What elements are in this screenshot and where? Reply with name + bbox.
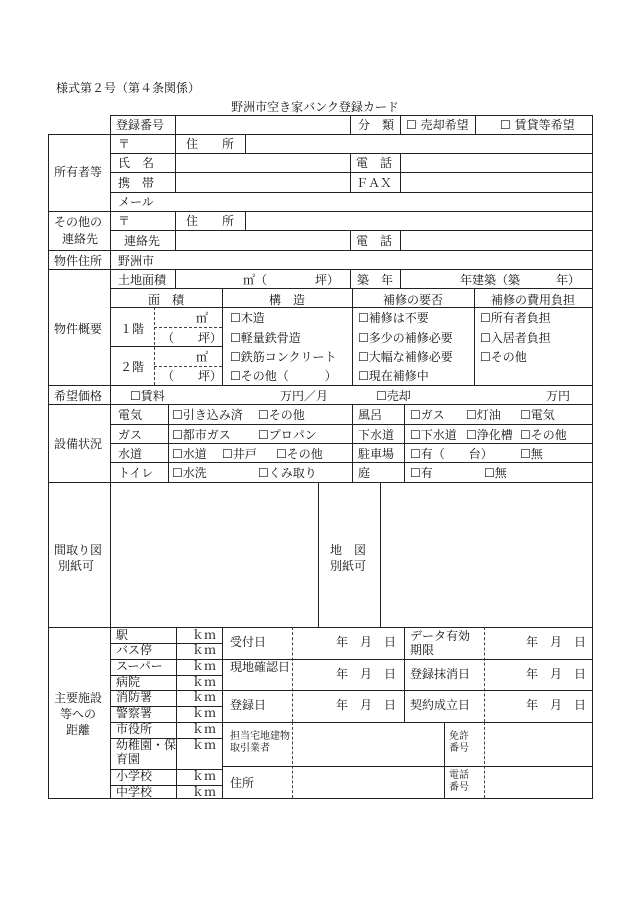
floor2-tsubo: （ 坪） xyxy=(162,369,223,383)
floor2-sqm: ㎡ xyxy=(196,350,209,364)
floorplan-label-line1: 間取り図 xyxy=(54,543,103,557)
grid-line xyxy=(292,722,293,798)
grid-line xyxy=(484,627,485,722)
property-section-label: 物件概要 xyxy=(54,322,103,336)
grid-line xyxy=(110,230,593,231)
structure-column-header: 構 造 xyxy=(268,293,305,307)
grid-line xyxy=(175,269,176,289)
structure-wood[interactable]: ☐木造 xyxy=(230,311,265,325)
registered-ymd: 年 月 日 xyxy=(336,698,397,712)
price-rent-checkbox[interactable]: ☐賃料 xyxy=(130,389,165,403)
owner-section-label: 所有者等 xyxy=(54,165,103,179)
structure-other[interactable]: ☐その他（ ） xyxy=(230,369,337,383)
grid-line xyxy=(350,115,351,135)
grid-line xyxy=(592,115,593,799)
registered-label: 登録日 xyxy=(230,698,267,712)
sewer-public[interactable]: ☐下水道 xyxy=(410,428,457,442)
grid-line xyxy=(380,482,381,628)
floorplan-label-line2: 別紙可 xyxy=(58,559,95,573)
grid-line xyxy=(400,115,401,135)
gas-city[interactable]: ☐都市ガス xyxy=(172,428,231,442)
grid-line xyxy=(245,211,246,231)
other-postal-label: 〒 xyxy=(118,214,131,228)
cost-tenant[interactable]: ☐入居者負担 xyxy=(480,331,551,345)
property-address-label: 物件住所 xyxy=(54,254,103,268)
water-well[interactable]: ☐井戸 xyxy=(222,447,257,461)
junior-high-label: 中学校 xyxy=(116,785,153,799)
toilet-pit[interactable]: ☐くみ取り xyxy=(258,466,317,480)
grid-line xyxy=(176,627,177,799)
received-date-ymd: 年 月 日 xyxy=(336,635,397,649)
grid-line xyxy=(154,327,222,328)
water-other[interactable]: ☐その他 xyxy=(276,447,323,461)
gas-propane[interactable]: ☐プロパン xyxy=(258,428,317,442)
grid-line xyxy=(350,230,351,251)
repair-column-header: 補修の要否 xyxy=(382,293,443,307)
property-address-value: 野洲市 xyxy=(118,254,155,268)
grid-line xyxy=(484,722,485,798)
grid-line xyxy=(48,250,593,251)
bath-kerosene[interactable]: ☐灯油 xyxy=(466,408,501,422)
grid-line xyxy=(222,690,593,691)
grid-line xyxy=(175,115,176,135)
fire-station-label: 消防署 xyxy=(116,690,153,704)
distance-section-line3: 距離 xyxy=(66,723,91,737)
grid-line xyxy=(110,153,593,154)
gas-label: ガス xyxy=(118,428,143,442)
sewer-other[interactable]: ☐その他 xyxy=(520,428,567,442)
repair-major[interactable]: ☐大幅な補修必要 xyxy=(358,350,453,364)
grid-line xyxy=(350,269,351,289)
grid-line xyxy=(154,366,222,367)
owner-postal-label: 〒 xyxy=(118,137,131,151)
grid-line xyxy=(110,134,111,799)
parking-no[interactable]: ☐無 xyxy=(520,447,543,461)
cost-other[interactable]: ☐その他 xyxy=(480,350,527,364)
grid-line xyxy=(110,115,593,116)
grid-line xyxy=(400,153,401,193)
facilities-section-label: 設備状況 xyxy=(54,437,103,451)
grid-line xyxy=(48,211,593,212)
form-title: 野洲市空き家バンク登録カード xyxy=(231,100,399,114)
grid-line xyxy=(110,346,223,347)
other-contact-label-line2: 連絡先 xyxy=(62,232,99,246)
parking-label: 駐車場 xyxy=(358,447,395,461)
price-rent-unit: 万円／月 xyxy=(280,389,329,403)
owner-name-label: 氏 名 xyxy=(118,156,155,170)
area-column-header: 面 積 xyxy=(147,293,184,307)
map-label-line1: 地 図 xyxy=(330,543,367,557)
floor1-sqm: ㎡ xyxy=(196,311,209,325)
owner-email-label: メール xyxy=(118,195,154,209)
km-unit: ｋｍ xyxy=(192,690,217,704)
grid-line xyxy=(400,269,401,289)
grid-line xyxy=(48,134,593,135)
received-date-label: 受付日 xyxy=(230,635,267,649)
grid-line xyxy=(350,153,351,193)
bus-stop-label: バス停 xyxy=(116,643,153,657)
water-label: 水道 xyxy=(118,447,143,461)
grid-line xyxy=(48,134,49,799)
km-unit: ｋｍ xyxy=(192,628,217,642)
km-unit: ｋｍ xyxy=(192,769,217,783)
garden-label: 庭 xyxy=(358,466,371,480)
city-hall-label: 市役所 xyxy=(116,722,153,736)
rent-checkbox[interactable]: ☐ 賃貸等希望 xyxy=(500,118,575,132)
repair-not-needed[interactable]: ☐補修は不要 xyxy=(358,311,429,325)
grid-line xyxy=(110,172,593,173)
grid-line xyxy=(352,404,353,483)
station-label: 駅 xyxy=(116,628,129,642)
agent-address-label: 住所 xyxy=(230,776,255,790)
grid-line xyxy=(475,115,476,135)
price-label: 希望価格 xyxy=(54,389,103,403)
building-age-label: 築 年 xyxy=(357,273,394,287)
grid-line xyxy=(292,627,293,722)
bath-electric[interactable]: ☐電気 xyxy=(520,408,555,422)
grid-line xyxy=(175,134,176,193)
grid-line xyxy=(222,722,593,723)
data-validity-ymd: 年 月 日 xyxy=(526,635,587,649)
electric-label: 電気 xyxy=(118,408,143,422)
grid-line xyxy=(222,766,593,767)
site-check-ymd: 年 月 日 xyxy=(336,667,397,681)
cost-column-header: 補修の費用負担 xyxy=(490,293,575,307)
grid-line xyxy=(168,404,169,483)
toilet-flush[interactable]: ☐水洗 xyxy=(172,466,207,480)
hospital-label: 病院 xyxy=(116,675,141,689)
grid-line xyxy=(110,115,111,135)
contract-ymd: 年 月 日 xyxy=(526,698,587,712)
structure-rc[interactable]: ☐鉄筋コンクリート xyxy=(230,350,337,364)
price-sale-checkbox[interactable]: ☐売却 xyxy=(376,389,411,403)
police-label: 警察署 xyxy=(116,706,153,720)
grid-line xyxy=(48,404,593,405)
floor1-label: １階 xyxy=(120,322,145,336)
elementary-label: 小学校 xyxy=(116,769,153,783)
owner-mobile-label: 携 帯 xyxy=(118,176,155,190)
other-contact-label: 連絡先 xyxy=(124,234,161,248)
electric-connected[interactable]: ☐引き込み済 xyxy=(172,408,243,422)
other-address-label: 住 所 xyxy=(186,214,235,228)
garden-yes[interactable]: ☐有 xyxy=(410,466,433,480)
water-public[interactable]: ☐水道 xyxy=(172,447,207,461)
parking-yes[interactable]: ☐有（ 台） xyxy=(410,447,493,461)
form-number: 様式第２号（第４条関係） xyxy=(56,81,201,95)
price-sale-unit: 万円 xyxy=(546,389,571,403)
grid-line xyxy=(48,482,593,483)
cost-owner[interactable]: ☐所有者負担 xyxy=(480,311,551,325)
delisted-ymd: 年 月 日 xyxy=(526,667,587,681)
agent-label: 担当宅地建物取引業者 xyxy=(230,731,290,754)
grid-line xyxy=(400,230,401,251)
sewer-septic[interactable]: ☐浄化槽 xyxy=(466,428,513,442)
toilet-label: トイレ xyxy=(118,466,154,480)
electric-other[interactable]: ☐その他 xyxy=(258,408,305,422)
agent-phone-label: 電話番号 xyxy=(449,770,469,793)
repair-in-progress[interactable]: ☐現在補修中 xyxy=(358,369,429,383)
floor1-tsubo: （ 坪） xyxy=(162,331,223,345)
sale-checkbox[interactable]: ☐ 売却希望 xyxy=(406,118,469,132)
land-area-unit: ㎡（ 坪） xyxy=(243,273,340,287)
grid-line xyxy=(245,134,246,154)
grid-line xyxy=(318,482,319,628)
garden-no[interactable]: ☐無 xyxy=(484,466,507,480)
grid-line xyxy=(48,385,593,386)
sewer-label: 下水道 xyxy=(358,428,395,442)
grid-line xyxy=(154,307,155,385)
structure-light-steel[interactable]: ☐軽量鉄骨造 xyxy=(230,331,301,345)
km-unit: ｋｍ xyxy=(192,675,217,689)
category-label: 分 類 xyxy=(358,118,395,132)
kindergarten-label: 幼稚園・保育園 xyxy=(116,738,177,766)
contract-label: 契約成立日 xyxy=(410,698,471,712)
delisted-label: 登録抹消日 xyxy=(410,667,471,681)
owner-fax-label: ＦＡＸ xyxy=(356,176,393,190)
grid-line xyxy=(444,722,445,799)
km-unit: ｋｍ xyxy=(192,659,217,673)
land-area-label: 土地面積 xyxy=(118,273,167,287)
bath-gas[interactable]: ☐ガス xyxy=(410,408,445,422)
other-phone-label: 電 話 xyxy=(356,234,393,248)
bath-label: 風呂 xyxy=(358,408,383,422)
km-unit: ｋｍ xyxy=(192,722,217,736)
grid-line xyxy=(404,627,405,723)
km-unit: ｋｍ xyxy=(192,785,217,799)
owner-phone-label: 電 話 xyxy=(356,156,393,170)
grid-line xyxy=(48,269,593,270)
distance-section-line1: 主要施設 xyxy=(54,691,103,705)
license-label: 免許番号 xyxy=(449,731,469,754)
grid-line xyxy=(175,211,176,251)
supermarket-label: スーパー xyxy=(116,659,163,673)
year-built-label: 年建築（築 年） xyxy=(460,273,581,287)
owner-address-label: 住 所 xyxy=(186,137,235,151)
grid-line xyxy=(48,627,593,628)
registration-number-label: 登録番号 xyxy=(116,118,165,132)
other-contact-label-line1: その他の xyxy=(54,215,103,229)
km-unit: ｋｍ xyxy=(192,738,217,752)
grid-line xyxy=(222,627,223,799)
grid-line xyxy=(404,404,405,483)
km-unit: ｋｍ xyxy=(192,643,217,657)
km-unit: ｋｍ xyxy=(192,706,217,720)
repair-minor[interactable]: ☐多少の補修必要 xyxy=(358,331,453,345)
floor2-label: ２階 xyxy=(120,360,145,374)
grid-line xyxy=(110,192,593,193)
distance-section-line2: 等への xyxy=(60,707,97,721)
site-check-label: 現地確認日 xyxy=(230,660,291,674)
map-label-line2: 別紙可 xyxy=(330,559,367,573)
data-validity-label: データ有効期限 xyxy=(410,629,471,657)
